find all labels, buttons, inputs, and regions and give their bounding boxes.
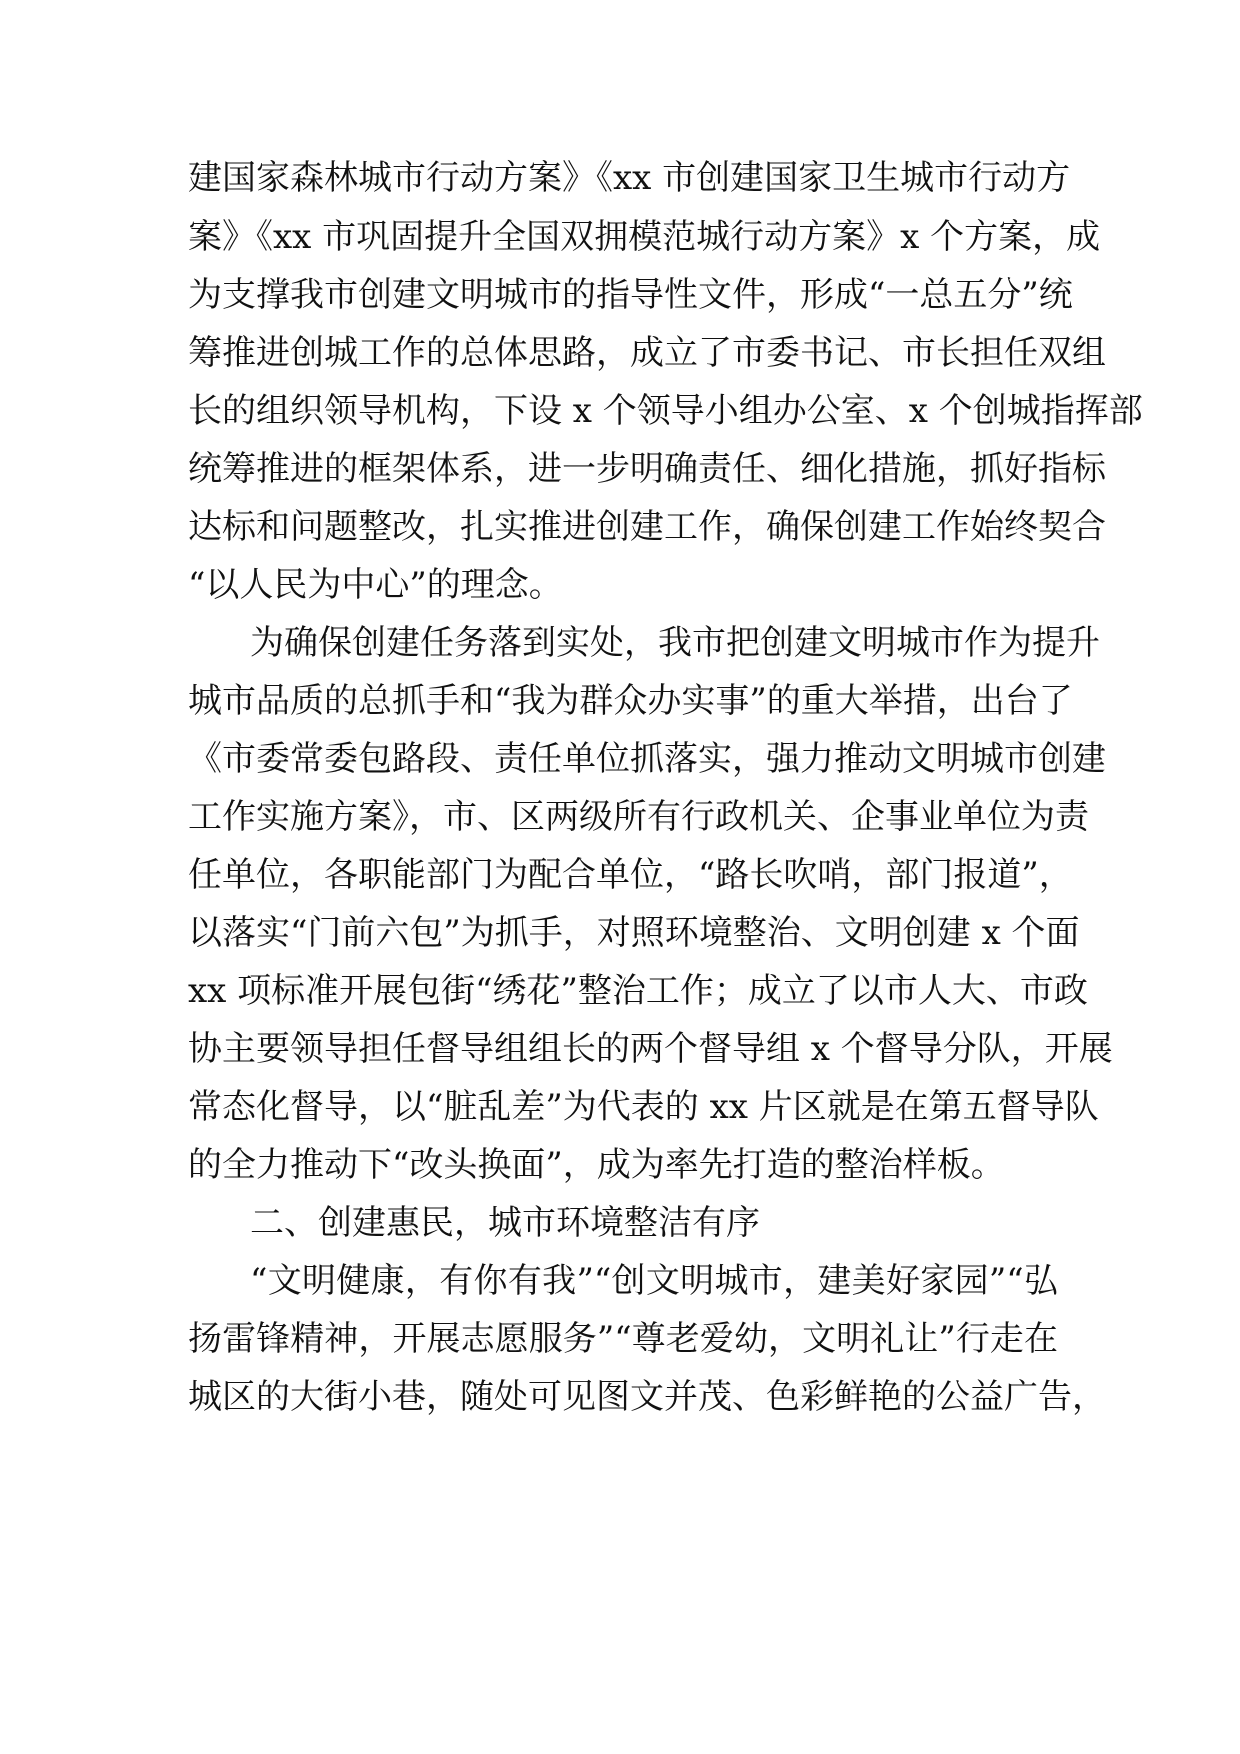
text-line: xx 项标准开展包街“绣花”整治工作；成立了以市人大、市政 (188, 971, 1088, 1011)
text-line: 案》《xx 市巩固提升全国双拥模范城行动方案》x 个方案，成 (188, 217, 1101, 257)
text-line: 的全力推动下“改头换面”，成为率先打造的整治样板。 (188, 1145, 1005, 1185)
paragraph-first-line: 为确保创建任务落到实处，我市把创建文明城市作为提升 (250, 623, 1100, 663)
text-line: 扬雷锋精神，开展志愿服务”“尊老爱幼，文明礼让”行走在 (188, 1319, 1058, 1359)
paragraph-first-line: “文明健康，有你有我”“创文明城市，建美好家园”“弘 (250, 1261, 1058, 1301)
text-line: “以人民为中心”的理念。 (188, 565, 563, 605)
text-line: 城区的大街小巷，随处可见图文并茂、色彩鲜艳的公益广告， (188, 1377, 1106, 1417)
text-line: 达标和问题整改，扎实推进创建工作，确保创建工作始终契合 (188, 507, 1106, 547)
text-line: 以落实“门前六包”为抓手，对照环境整治、文明创建 x 个面 (188, 913, 1080, 953)
text-line: 统筹推进的框架体系，进一步明确责任、细化措施，抓好指标 (188, 449, 1106, 489)
section-heading: 二、创建惠民，城市环境整洁有序 (250, 1203, 760, 1243)
text-line: 《市委常委包路段、责任单位抓落实，强力推动文明城市创建 (188, 739, 1106, 779)
text-line: 筹推进创城工作的总体思路，成立了市委书记、市长担任双组 (188, 333, 1106, 373)
text-line: 工作实施方案》，市、区两级所有行政机关、企事业单位为责 (188, 797, 1089, 837)
text-line: 城市品质的总抓手和“我为群众办实事”的重大举措，出台了 (188, 681, 1073, 721)
text-line: 为支撑我市创建文明城市的指导性文件，形成“一总五分”统 (188, 275, 1073, 315)
text-line: 建国家森林城市行动方案》《xx 市创建国家卫生城市行动方 (188, 158, 1071, 198)
text-line: 长的组织领导机构，下设 x 个领导小组办公室、x 个创城指挥部 (188, 391, 1143, 431)
text-line: 任单位，各职能部门为配合单位，“路长吹哨，部门报道”， (188, 855, 1073, 895)
text-line: 常态化督导，以“脏乱差”为代表的 xx 片区就是在第五督导队 (188, 1087, 1099, 1127)
text-line: 协主要领导担任督导组组长的两个督导组 x 个督导分队，开展 (188, 1029, 1113, 1069)
